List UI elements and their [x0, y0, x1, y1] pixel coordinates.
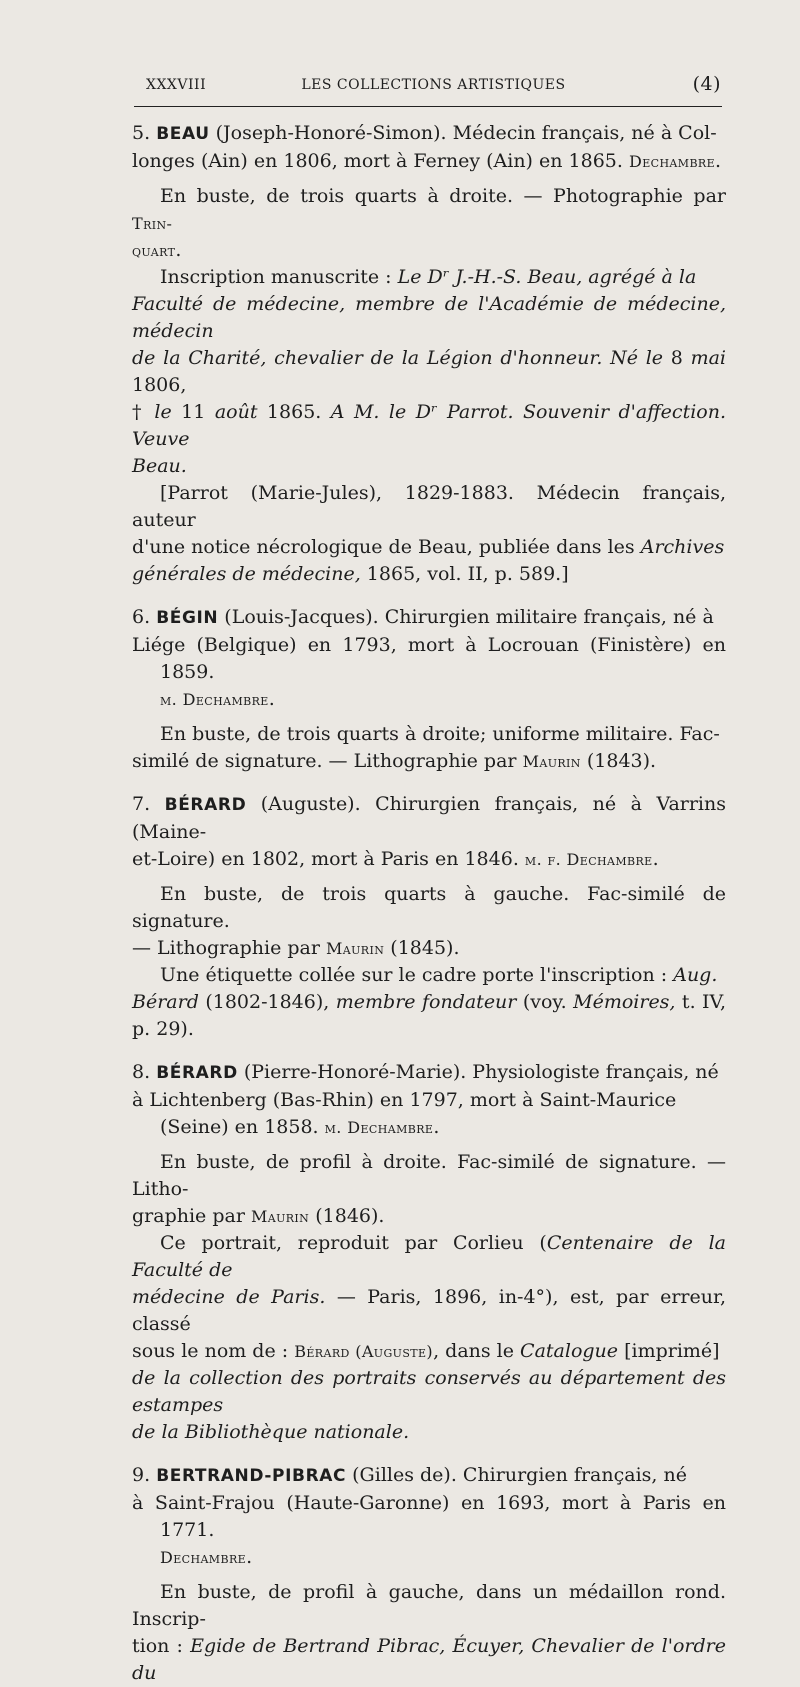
note-text: [imprimé]: [618, 1340, 720, 1362]
label-italic: Aug.: [673, 964, 718, 986]
note-text: sous le nom de :: [132, 1340, 295, 1362]
entry-number: 8.: [132, 1061, 151, 1083]
heading-text: (Seine) en 1858.: [160, 1116, 325, 1138]
entry-name: BÉRARD: [156, 1063, 238, 1083]
lithographer-name: Maurin: [522, 752, 581, 771]
heading-line: [132, 1087, 726, 1141]
desc-text: graphie par: [132, 1205, 251, 1227]
entry-number: 7.: [132, 793, 151, 815]
desc-text: similé de signature. — Lithographie par: [132, 750, 523, 772]
ins-text: 1806,: [132, 374, 187, 396]
entry-name: BERTRAND-PIBRAC: [156, 1466, 347, 1486]
ins-text: †: [132, 401, 155, 423]
lithographer-name: Maurin: [250, 1207, 310, 1226]
punct: .: [246, 1546, 253, 1568]
note-italic: Catalogue: [520, 1340, 619, 1362]
description: [132, 721, 726, 775]
entry-number: 5.: [132, 122, 151, 144]
heading-text: (Auguste). Chirurgien français, né à Varrins (Maine-: [132, 793, 726, 843]
note-italic: Centenaire de la Faculté de: [132, 1232, 726, 1281]
entry-heading: [132, 1462, 726, 1490]
desc-text: (1845).: [384, 937, 460, 959]
header-rule: [134, 106, 722, 107]
desc-text: En buste, de trois quarts à droite; uniforme militaire. Fac-: [160, 723, 720, 745]
description: [132, 881, 726, 962]
punct: .: [433, 1116, 440, 1138]
heading-text: à Lichtenberg (Bas-Rhin) en 1797, mort à Saint-Maurice: [132, 1089, 677, 1111]
ins-italic: A M. le Dʳ Parrot. Souvenir d'affection. Veuve: [132, 401, 726, 450]
ins-text: 11: [171, 401, 215, 423]
photographer-name-cont: quart: [132, 241, 176, 260]
ins-text: 8: [663, 347, 691, 369]
heading-line: [132, 148, 726, 175]
source-name: m. f. Dechambre: [524, 850, 653, 869]
punct: .: [715, 150, 722, 172]
heading-line: [132, 846, 726, 873]
description: [132, 183, 726, 264]
sheet-number: (4): [692, 73, 721, 95]
desc-text: En buste, de trois quarts à droite. — Photographie par: [160, 185, 726, 207]
desc-italic: Egide de Bertrand Pibrac, Écuyer, Chevalier de l'ordre du: [132, 1635, 726, 1684]
note-text: — Paris, 1896, in-4°), est, par erreur, classé: [132, 1286, 727, 1335]
label-italic: Bérard: [132, 991, 199, 1013]
photographer-name: Trin-: [132, 214, 173, 233]
note-text: [Parrot (Marie-Jules), 1829-1883. Médecin français, auteur: [132, 482, 726, 531]
heading-text: (Louis-Jacques). Chirurgien militaire français, né à: [218, 606, 714, 628]
label-note: [132, 962, 726, 1043]
entry-9: [132, 1462, 726, 1687]
description: [132, 1579, 726, 1687]
heading-text: et-Loire) en 1802, mort à Paris en 1846.: [132, 848, 525, 870]
note-italic: générales de médecine,: [132, 563, 361, 585]
heading-text: Liége (Belgique) en 1793, mort à Locrouan (Finistère) en 1859.: [132, 634, 726, 683]
entry-5: [132, 120, 726, 588]
page-folio: XXXVIII: [146, 77, 207, 93]
note-text: 1865, vol. II, p. 589.]: [360, 563, 569, 585]
entry-6: [132, 604, 726, 775]
label-italic: membre fondateur: [335, 991, 517, 1013]
label-text: (1802-1846),: [198, 991, 336, 1013]
source-name: Dechambre: [628, 152, 716, 171]
desc-text: (1843).: [580, 750, 657, 772]
note-text: , dans le: [433, 1340, 521, 1362]
punct: .: [652, 848, 659, 870]
label-text: Une étiquette collée sur le cadre porte l'inscription :: [160, 964, 674, 986]
page-body: [132, 120, 726, 1687]
ins-italic: Le Dʳ J.-H.-S. Beau, agrégé à la: [397, 266, 697, 288]
desc-text: En buste, de trois quarts à gauche. Fac-similé de signature.: [132, 883, 726, 932]
running-header: [146, 73, 721, 101]
label-text: (voy.: [516, 991, 574, 1013]
entry-heading: [132, 120, 726, 148]
entry-heading: [132, 1059, 726, 1087]
source-name: m. Dechambre: [324, 1118, 434, 1137]
punct: .: [268, 688, 275, 710]
entry-8: [132, 1059, 726, 1446]
running-title: LES COLLECTIONS ARTISTIQUES: [301, 77, 566, 93]
note-italic: médecine de Paris.: [132, 1286, 326, 1308]
source-name: Dechambre: [160, 1548, 247, 1567]
desc-text: En buste, de profil à droite. Fac-similé de signature. — Litho-: [132, 1151, 726, 1200]
note-smallcaps: Bérard (Auguste): [294, 1342, 434, 1361]
punct: .: [175, 239, 182, 261]
note-italic: Archives: [640, 536, 725, 558]
label-italic: Mémoires,: [573, 991, 676, 1013]
heading-line: [132, 632, 726, 713]
inscription: [132, 264, 726, 480]
entry-heading: [132, 791, 726, 846]
heading-text: (Pierre-Honoré-Marie). Physiologiste français, né: [237, 1061, 719, 1083]
desc-text: (1846).: [309, 1205, 385, 1227]
heading-text: à Saint-Frajou (Haute-Garonne) en 1693, mort à Paris en 1771.: [132, 1492, 726, 1541]
description: [132, 1149, 726, 1230]
heading-text: (Gilles de). Chirurgien français, né: [346, 1464, 687, 1486]
ins-text: 1865.: [257, 401, 331, 423]
note-italic: de la Bibliothèque nationale.: [132, 1421, 410, 1443]
entry-7: [132, 791, 726, 1043]
desc-text: — Lithographie par: [132, 937, 326, 959]
desc-text: tion :: [132, 1635, 191, 1657]
entry-number: 6.: [132, 606, 151, 628]
entry-name: BÉGIN: [156, 608, 219, 628]
ins-italic: de la Charité, chevalier de la Légion d'honneur. Né le: [132, 347, 664, 369]
heading-text: (Joseph-Honoré-Simon). Médecin français, né à Col-: [209, 122, 717, 144]
note-text: Ce portrait, reproduit par Corlieu (: [160, 1232, 547, 1254]
ins-italic: mai: [690, 347, 726, 369]
ins-italic: août: [214, 401, 258, 423]
ins-italic: Beau.: [132, 455, 187, 477]
editor-note: [132, 480, 726, 588]
heading-text: longes (Ain) en 1806, mort à Ferney (Ain) en 1865.: [132, 150, 629, 172]
source-name: m. Dechambre: [160, 690, 269, 709]
label-text: t. IV, p. 29).: [132, 991, 727, 1040]
entry-name: BÉRARD: [164, 795, 247, 815]
portrait-note: [132, 1230, 726, 1446]
ins-italic: Faculté de médecine, membre de l'Académie de médecine, médecin: [132, 293, 726, 342]
desc-text: En buste, de profil à gauche, dans un médaillon rond. Inscrip-: [132, 1581, 726, 1630]
note-text: d'une notice nécrologique de Beau, publiée dans les: [132, 536, 641, 558]
entry-name: BEAU: [156, 124, 210, 144]
note-italic: de la collection des portraits conservés au département des estampes: [132, 1367, 726, 1416]
entry-number: 9.: [132, 1464, 151, 1486]
lithographer-name: Maurin: [326, 939, 385, 958]
ins-italic: le: [154, 401, 172, 423]
entry-heading: [132, 604, 726, 632]
heading-line: [132, 1490, 726, 1571]
ins-text: Inscription manuscrite :: [160, 266, 398, 288]
